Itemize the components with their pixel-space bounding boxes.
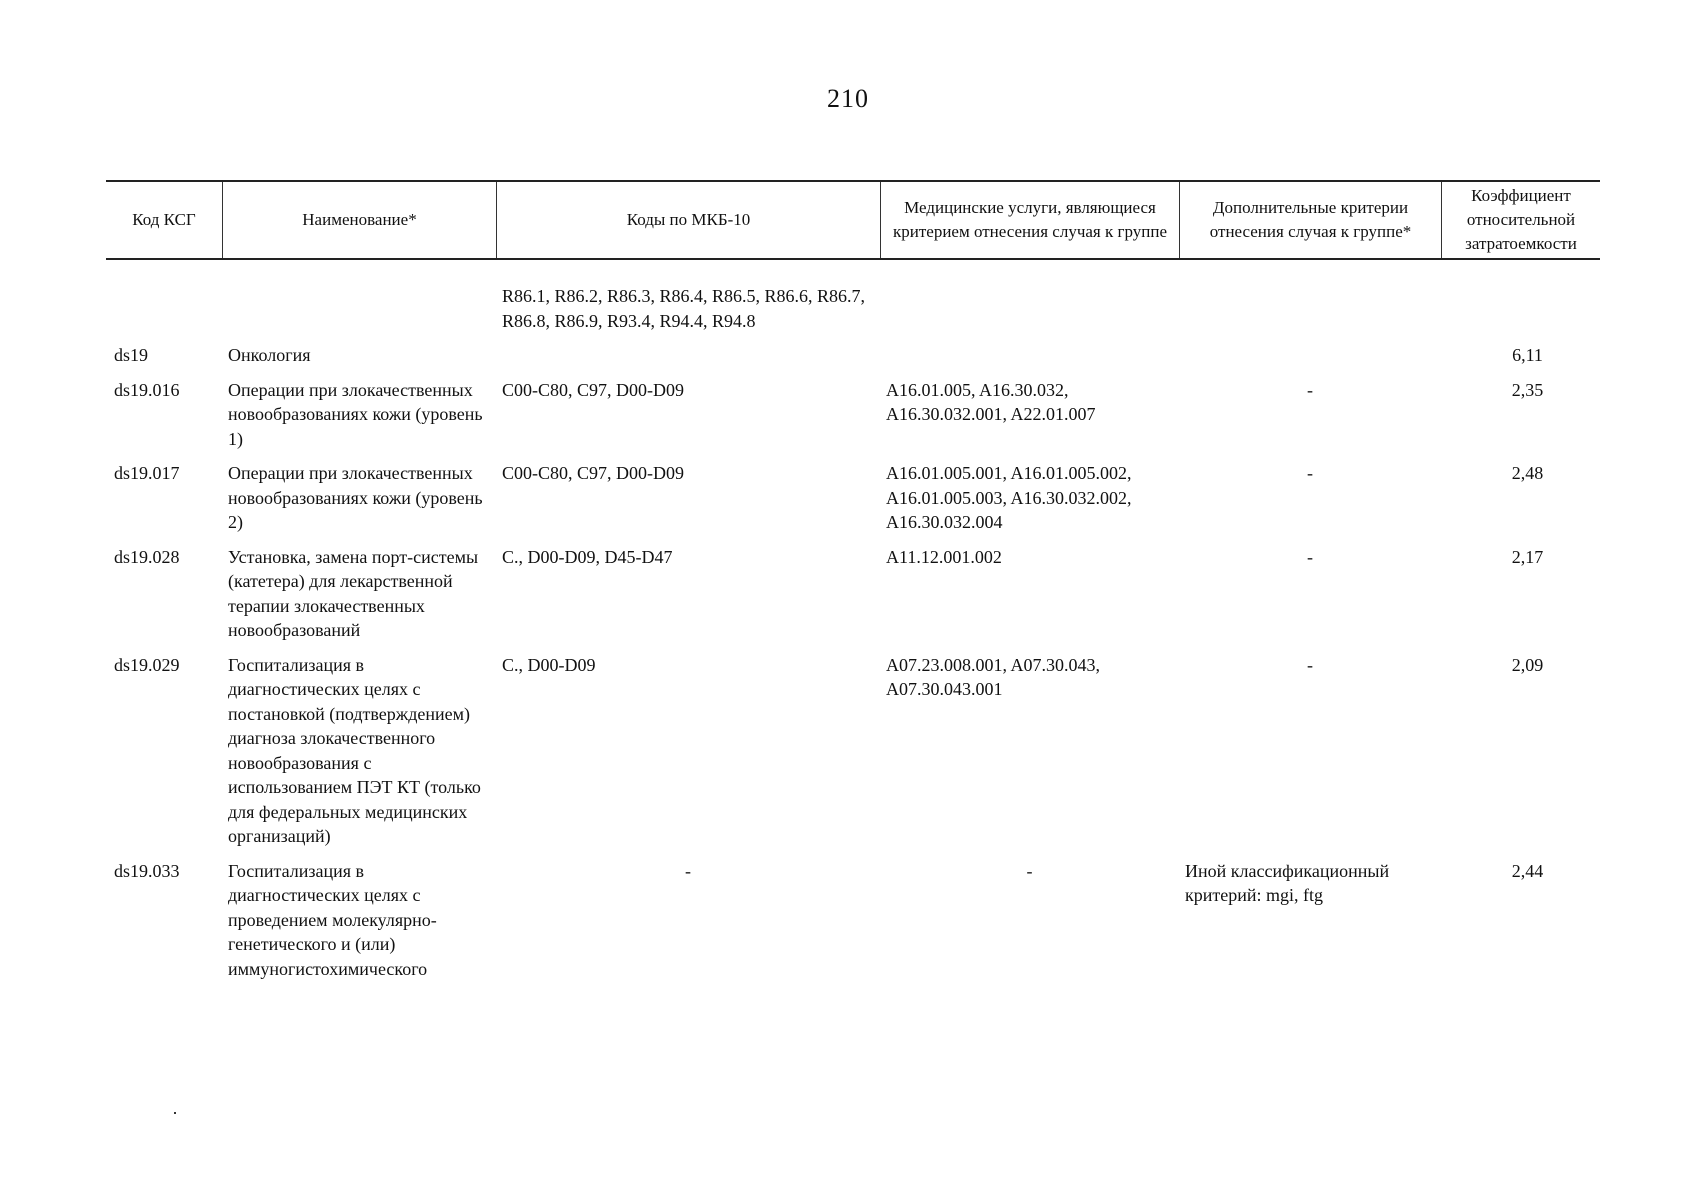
cell-name: Онкология [228,345,311,365]
table-row [106,859,1600,982]
cell-code: ds19.017 [114,463,180,483]
cell-additional: - [1307,463,1313,483]
cell-icd: C., D00-D09 [502,654,596,675]
cell-additional: Иной классификационный критерий: mgi, ftg [1185,860,1390,905]
cell-coefficient: 2,17 [1511,546,1544,567]
cell-name: Госпитализация в диагностических целях с проведением молекулярно-генетического и (или) иммуногистохимического [228,860,437,979]
cell-name [222,284,496,333]
cell-name: Операции при злокачественных новообразованиях кожи (уровень 1) [228,379,483,449]
table-header [106,180,1600,260]
cell-additional [1179,343,1441,368]
header-additional: Дополнительные критерии отнесения случая к группе* [1179,182,1441,258]
cell-coefficient: 2,48 [1511,463,1544,483]
cell-icd [496,343,880,368]
cell-coefficient: 6,11 [1512,345,1543,365]
header-icd: Коды по МКБ-10 [496,182,880,258]
cell-coefficient: 2,09 [1511,654,1544,675]
cell-services: A07.23.008.001, A07.30.043, A07.30.043.001 [886,654,1101,699]
cell-icd: C., D00-D09, D45-D47 [502,546,673,567]
cell-icd: C00-C80, C97, D00-D09 [502,463,685,483]
cell-icd: - [685,860,691,881]
ksg-table [106,180,1600,991]
header-name: Наименование* [222,182,496,258]
cell-code: ds19.016 [114,379,180,400]
cell-icd: C00-C80, C97, D00-D09 [502,379,685,400]
cell-services: A16.01.005.001, A16.01.005.002, A16.01.005.003, A16.30.032.002, A16.30.032.004 [886,463,1132,532]
cell-services [880,343,1179,368]
cell-coefficient: 2,44 [1511,860,1544,881]
cell-code: ds19.033 [114,860,180,881]
cell-services: A11.12.001.002 [886,546,1002,567]
cell-additional: - [1307,379,1313,400]
cell-name: Операции при злокачественных новообразованиях кожи (уровень 2) [228,463,483,532]
cell-code [106,284,222,333]
cell-code: ds19.029 [114,654,180,675]
cell-coefficient: 2,35 [1511,379,1544,400]
cell-code: ds19 [114,345,149,365]
cell-icd: R86.1, R86.2, R86.3, R86.4, R86.5, R86.6, R86.7, R86.8, R86.9, R93.4, R94.4, R94.8 [502,286,866,331]
cell-services [880,284,1179,333]
table-row [106,653,1600,849]
table-body [106,284,1600,981]
page-number: 210 [827,84,869,113]
table-row [106,545,1600,643]
table-row [106,284,1600,333]
cell-additional: - [1307,546,1313,567]
cell-name: Госпитализация в диагностических целях с постановкой (подтверждением) диагноза злокачественного новообразования с использованием ПЭТ КТ (только для федеральных медицинских организаций) [228,654,481,846]
table-row [106,378,1600,452]
scan-speck [174,1112,176,1114]
cell-coefficient [1441,284,1600,333]
cell-services: A16.01.005, A16.30.032, A16.30.032.001, A22.01.007 [886,379,1096,424]
header-services: Медицинские услуги, являющиеся критерием отнесения случая к группе [880,182,1179,258]
cell-additional: - [1307,654,1313,675]
table-row [106,343,1600,368]
cell-name: Установка, замена порт-системы (катетера) для лекарственной терапии злокачественных новообразований [228,546,479,640]
header-coefficient: Коэффициент относительной затратоемкости [1441,182,1600,258]
cell-services: - [1026,860,1033,881]
header-code: Код КСГ [132,210,196,229]
cell-additional [1179,284,1441,333]
table-row [106,461,1600,535]
cell-code: ds19.028 [114,546,180,567]
